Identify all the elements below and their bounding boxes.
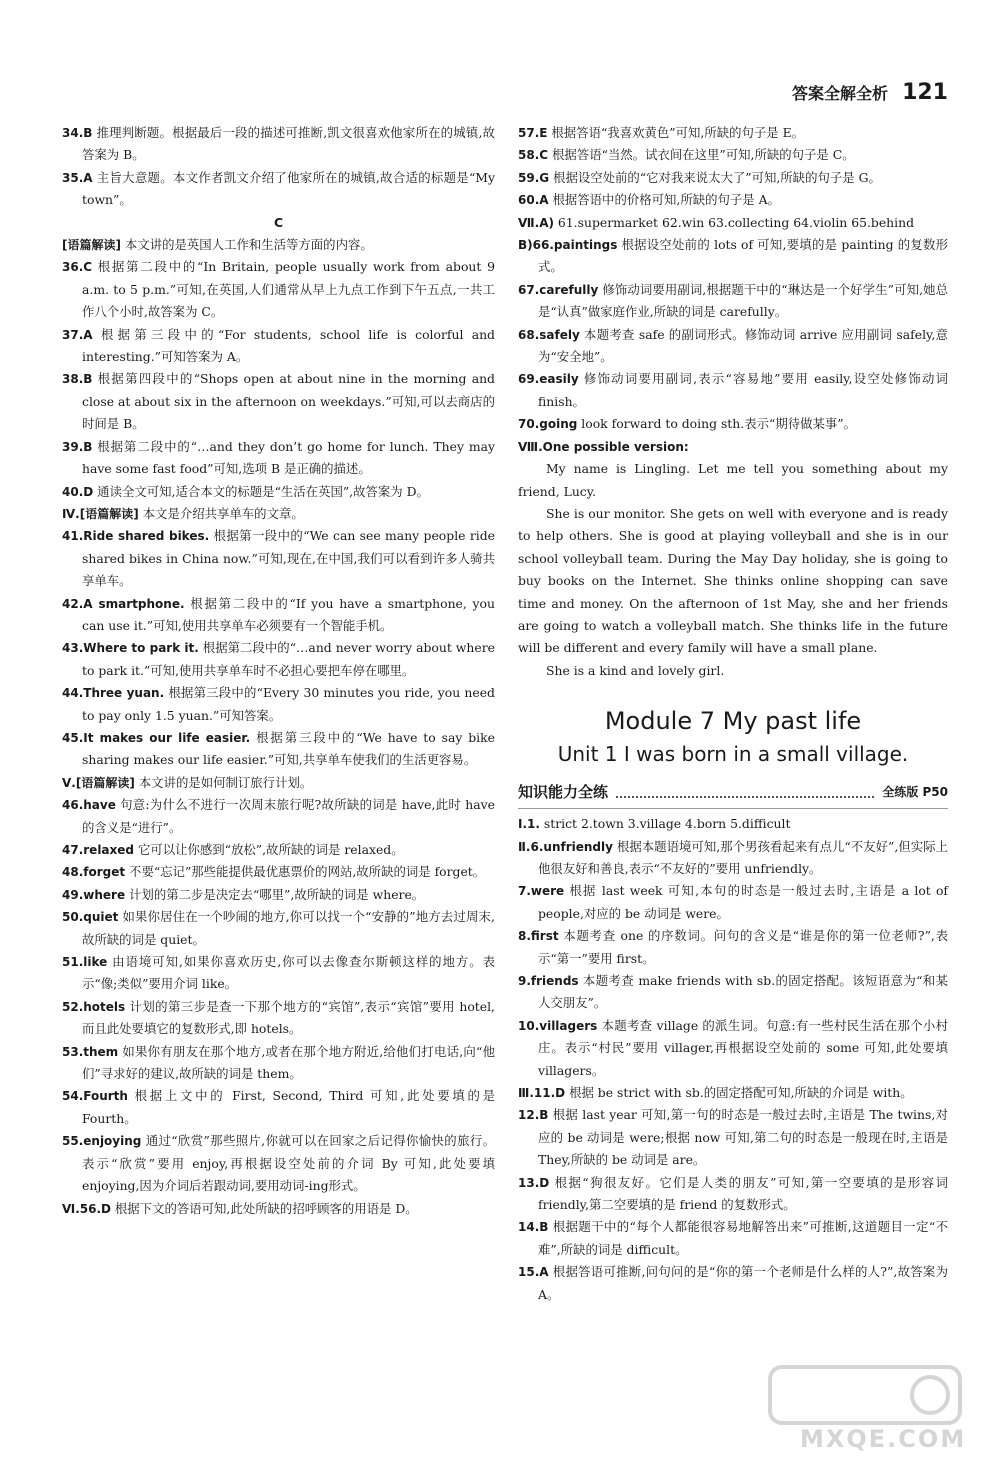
answer-explanation: 根据第一段中的“We can see many people ride shared bikes in China now.”可知,现在,在中国,我们可以看到许多人骑共享单车。 <box>82 528 496 589</box>
answer-item <box>518 1261 948 1306</box>
answer-label: Ⅰ.1. <box>518 817 540 832</box>
answer-label: 39.B <box>62 439 93 454</box>
essay-paragraph: She is a kind and lovely girl. <box>546 662 725 678</box>
answer-explanation: 本文讲的是英国人工作和生活等方面的内容。 <box>120 237 373 253</box>
answer-label: 44.Three yuan. <box>62 686 165 701</box>
answer-explanation: 如果你有朋友在那个地方,或者在那个地方附近,给他们打电话,向“他们”寻求好的建议,故所缺的词是 them。 <box>82 1043 495 1082</box>
answer-item <box>518 279 948 324</box>
answer-label: 8.first <box>518 929 559 944</box>
answer-item <box>518 189 948 211</box>
answer-item <box>62 234 495 256</box>
answer-explanation: 修饰动词要用副词,表示“容易地”要用 easily,设空处修饰动词 finish。 <box>538 371 948 409</box>
answer-explanation: 根据第四段中的“Shops open at about nine in the morning and close at about six in the afternoon on weekdays.”可知,可以去商店的时间是 B。 <box>82 371 495 432</box>
answer-label: 60.A <box>518 193 549 208</box>
answer-explanation: 通读全文可知,适合本文的标题是“生活在英国”,故答案为 D。 <box>93 483 429 499</box>
answer-explanation: 推理判断题。根据最后一段的描述可推断,凯文很喜欢他家所在的城镇,故答案为 B。 <box>82 125 495 163</box>
answer-label: 46.have <box>62 798 116 813</box>
answer-label: 37.A <box>62 327 93 342</box>
answer-item <box>62 794 495 839</box>
answer-label: 55.enjoying <box>62 1134 142 1149</box>
answer-explanation: 如果你居住在一个吵闹的地方,你可以找一个“安静的”地方去过周末,故所缺的词是 quiet。 <box>82 909 495 947</box>
answer-label: Ⅱ.6.unfriendly <box>518 839 613 854</box>
answer-explanation: 本题考查 make friends with sb.的固定搭配。该短语意为“和某人交朋友”。 <box>538 973 948 1011</box>
answer-explanation: strict 2.town 3.village 4.born 5.difficult <box>539 816 791 832</box>
answer-label: 14.B <box>518 1220 549 1235</box>
answer-label: 13.D <box>518 1175 550 1190</box>
answer-label: 68.safely <box>518 327 580 342</box>
answer-item <box>62 772 495 794</box>
answer-label: 54.Fourth <box>62 1089 128 1104</box>
section-bar <box>518 776 948 809</box>
answer-label: 40.D <box>62 484 94 499</box>
answer-label: 10.villagers <box>518 1018 598 1033</box>
answer-label: 50.quiet <box>62 910 119 925</box>
answer-explanation: 不要“忘记”那些能提供最优惠票价的网站,故所缺的词是 forget。 <box>125 864 486 880</box>
answer-item <box>62 256 495 323</box>
answer-explanation: 根据第二段中的“…and they don’t go home for lunch. They may have some fast food”可知,选项 B 是正确的描述。 <box>82 438 495 477</box>
header-title: 答案全解全析 <box>792 84 889 103</box>
answer-label: 67.carefully <box>518 282 599 297</box>
answer-item <box>62 906 495 951</box>
right-column <box>518 122 948 1306</box>
answer-label: Ⅲ.11.D <box>518 1086 566 1101</box>
answer-explanation: 本题考查 village 的派生词。句意:有一些村民生活在那个小村庄。表示“村民”要用 villager,再根据设空处前的 some 可知,此处要填 villagers。 <box>538 1017 948 1078</box>
answer-item <box>518 234 948 279</box>
answer-label: 58.C <box>518 148 549 163</box>
answer-label: Ⅶ.A) <box>518 215 554 230</box>
answer-label: 52.hotels <box>62 999 126 1014</box>
watermark-logo <box>760 1363 970 1453</box>
answer-explanation: 根据答语“我喜欢黄色”可知,所缺的句子是 E。 <box>547 125 805 140</box>
answer-explanation: 根据 be strict with sb.的固定搭配可知,所缺的介词是 with。 <box>565 1085 913 1101</box>
watermark-text: MXQE.COM <box>800 1425 967 1453</box>
answer-explanation: 根据“狗很友好。它们是人类的朋友”可知,第一空要填的是形容词 friendly,第二空要填的是 friend 的复数形式。 <box>538 1174 948 1213</box>
answer-explanation: 根据上文中的 First, Second, Third 可知,此处要填的是 Fourth。 <box>82 1088 495 1126</box>
answer-item <box>518 970 948 1015</box>
answer-item <box>62 951 495 996</box>
answer-label: B)66.paintings <box>518 238 618 253</box>
answer-item <box>518 368 948 413</box>
answer-label: 43.Where to park it. <box>62 641 199 656</box>
right-entries <box>518 122 948 458</box>
answer-label: 70.going <box>518 417 578 432</box>
module-title: Module 7 My past life <box>604 707 862 736</box>
answer-item <box>62 1198 495 1220</box>
answer-item <box>518 880 948 925</box>
answer-item <box>62 525 495 592</box>
answer-item <box>62 1041 495 1086</box>
answer-explanation: look forward to doing sth.表示“期待做某事”。 <box>577 416 856 432</box>
answer-item <box>518 212 948 234</box>
unit-title: Unit 1 I was born in a small village. <box>557 742 909 767</box>
answer-item <box>518 925 948 970</box>
answer-explanation: 句意:为什么不进行一次周末旅行呢?故所缺的词是 have,此时 have 的含义是“进行”。 <box>82 797 495 835</box>
answer-item <box>62 682 495 727</box>
essay-paragraph: She is our monitor. She gets on well with everyone and is ready to help others. She is good at playing volleyball and she is in our school volleyball team. During the May Day holiday, she is going to buy books on the Internet. She thinks online shopping can save time and money. On the afternoon of 1st May, she and her friends are going to watch a volleyball match. She thinks life in the future will be different and every family will have a small plane. <box>518 505 948 656</box>
answer-explanation: 根据第二段中的“In Britain, people usually work from about 9 a.m. to 5 p.m.”可知,在英国,人们通常从早上九点工作到下午五点,一共工作八个小时,故答案为 C。 <box>82 259 495 320</box>
answer-explanation: 本题考查 safe 的副词形式。修饰动词 arrive 应用副词 safely,意为“安全地”。 <box>538 326 948 365</box>
answer-explanation: 本题考查 one 的序数词。问句的含义是“谁是你的第一位老师?”,表示“第一”要用 first。 <box>538 928 948 966</box>
answer-label: Ⅴ.[语篇解读] <box>62 775 135 790</box>
answer-explanation: 通过“欣赏”那些照片,你就可以在回家之后记得你愉快的旅行。表示“欣赏”要用 enjoy,再根据设空处前的介词 By 可知,此处要填 enjoying,因为介词后若跟动词,要用动词-ing形式。 <box>82 1133 495 1194</box>
answer-explanation: 根据 last week 可知,本句的时态是一般过去时,主语是 a lot of people,对应的 be 动词是 were。 <box>538 883 948 921</box>
left-column <box>62 122 495 1220</box>
answer-explanation: 根据题干中的“每个人都能很容易地解答出来”可推断,这道题目一定“不难”,所缺的词是 difficult。 <box>538 1219 948 1257</box>
answer-explanation: 根据第三段中的“Every 30 minutes you ride, you need to pay only 1.5 yuan.”可知答案。 <box>82 685 495 723</box>
answer-explanation: 主旨大意题。本文作者凯文介绍了他家所在的城镇,故合适的标题是“My town”。 <box>82 169 495 208</box>
answer-label: 15.A <box>518 1265 549 1280</box>
answer-label: 34.B <box>62 126 93 140</box>
answer-explanation: 61.supermarket 62.win 63.collecting 64.violin 65.behind <box>553 214 915 230</box>
answer-explanation: 根据答语中的价格可知,所缺的句子是 A。 <box>548 192 780 208</box>
answer-label: Ⅵ.56.D <box>62 1201 111 1216</box>
answer-item: C <box>273 214 284 230</box>
answer-explanation: 根据第三段中的“We have to say bike sharing makes our life easier.”可知,共享单车使我们的生活更容易。 <box>82 729 495 768</box>
answer-item <box>62 481 495 503</box>
answer-label: Ⅷ.One possible version: <box>518 439 689 454</box>
essay-paragraph: My name is Lingling. Let me tell you something about my friend, Lucy. <box>518 461 948 499</box>
answer-item <box>62 593 495 638</box>
answer-item <box>518 144 948 166</box>
answer-explanation: 它可以让你感到“放松”,故所缺的词是 relaxed。 <box>134 842 404 857</box>
answer-explanation: 根据答语“当然。试衣间在这里”可知,所缺的句子是 C。 <box>548 147 855 163</box>
answer-explanation: 根据本题语境可知,那个男孩看起来有点儿“不友好”,但实际上他很友好和善良,表示“不友好的”要用 unfriendly。 <box>538 838 948 876</box>
answer-explanation: 计划的第三步是查一下那个地方的“宾馆”,表示“宾馆”要用 hotel,而且此处要填它的复数形式,即 hotels。 <box>82 998 495 1037</box>
answer-explanation: 根据设空处前的“它对我来说太大了”可知,所缺的句子是 G。 <box>549 169 881 185</box>
answer-explanation: 本文讲的是如何制订旅行计划。 <box>134 774 313 790</box>
answer-label: 38.B <box>62 372 93 387</box>
answer-item <box>62 1085 495 1130</box>
answer-label: 41.Ride shared bikes. <box>62 529 210 544</box>
answer-label: 49.where <box>62 887 126 902</box>
answer-item <box>518 836 948 881</box>
answer-item <box>62 122 495 167</box>
section-dots <box>616 786 874 798</box>
section-ref: 全练版 P50 <box>882 784 948 799</box>
essay <box>518 458 948 682</box>
answer-item <box>518 436 948 458</box>
answer-item <box>518 413 948 435</box>
answer-explanation: 由语境可知,如果你喜欢历史,你可以去像查尔斯顿这样的地方。表示“像;类似”要用介词 like。 <box>82 954 495 992</box>
answer-label: 36.C <box>62 260 93 275</box>
answer-item <box>62 727 495 772</box>
section-title: 知识能力全练 <box>518 782 609 801</box>
answer-item <box>62 1130 495 1197</box>
answer-item <box>62 368 495 435</box>
page-header <box>792 80 948 112</box>
answer-item <box>62 503 495 525</box>
answer-explanation: 本文是介绍共享单车的文章。 <box>138 505 304 521</box>
answer-item <box>62 861 495 883</box>
answer-label: 57.E <box>518 126 548 140</box>
unit-entries <box>518 813 948 1306</box>
answer-label: 12.B <box>518 1108 549 1123</box>
answer-explanation: 根据下文的答语可知,此处所缺的招呼顾客的用语是 D。 <box>110 1200 418 1216</box>
answer-item <box>518 813 948 835</box>
answer-item <box>62 996 495 1041</box>
answer-label: 48.forget <box>62 865 126 880</box>
answer-item <box>62 324 495 369</box>
answer-explanation: 根据第二段中的“If you have a smartphone, you can use it.”可知,使用共享单车必须要有一个智能手机。 <box>82 595 495 633</box>
answer-explanation: 修饰动词要用副词,根据题干中的“琳达是一个好学生”可知,她总是“认真”做家庭作业,所缺的词是 carefully。 <box>538 281 948 320</box>
answer-item <box>518 1015 948 1082</box>
answer-explanation: 根据第二段中的“…and never worry about where to park it.”可知,使用共享单车时不必担心要把车停在哪里。 <box>82 640 495 678</box>
answer-item <box>62 839 495 861</box>
answer-label: 59.G <box>518 170 550 185</box>
answer-item <box>62 884 495 906</box>
page-number: 121 <box>902 80 948 105</box>
answer-explanation: 根据设空处前的 lots of 可知,要填的是 painting 的复数形式。 <box>538 237 948 275</box>
answer-item <box>518 1104 948 1171</box>
answer-label: 42.A smartphone. <box>62 596 185 611</box>
answer-label: 69.easily <box>518 372 579 387</box>
answer-item <box>518 1216 948 1261</box>
answer-item <box>518 167 948 189</box>
answer-label: 7.were <box>518 884 565 899</box>
answer-label: 9.friends <box>518 974 579 988</box>
answer-item <box>518 1172 948 1217</box>
answer-item <box>518 1082 948 1104</box>
answer-item <box>518 324 948 369</box>
answer-label: Ⅳ.[语篇解读] <box>62 506 139 521</box>
answer-item <box>62 436 495 481</box>
answer-explanation: 计划的第二步是决定去“哪里”,故所缺的词是 where。 <box>125 886 425 902</box>
answer-item <box>62 167 495 212</box>
answer-item <box>518 122 948 144</box>
answer-item <box>62 637 495 682</box>
answer-label: 35.A <box>62 170 93 185</box>
answer-label: 51.like <box>62 955 108 970</box>
answer-explanation: 根据 last year 可知,第一句的时态是一般过去时,主语是 The twins,对应的 be 动词是 were;根据 now 可知,第二句的时态是一般现在时,主语是 They,所缺的 be 动词是 are。 <box>538 1107 948 1168</box>
answer-label: [语篇解读] <box>62 238 121 253</box>
answer-label: 45.It makes our life easier. <box>62 730 251 745</box>
answer-label: 47.relaxed <box>62 843 134 857</box>
answer-explanation: 根据答语可推断,问句问的是“你的第一个老师是什么样的人?”,故答案为 A。 <box>538 1264 948 1302</box>
answer-label: 53.them <box>62 1044 119 1059</box>
answer-explanation: 根据第三段中的“For students, school life is colorful and interesting.”可知答案为 A。 <box>82 326 495 365</box>
